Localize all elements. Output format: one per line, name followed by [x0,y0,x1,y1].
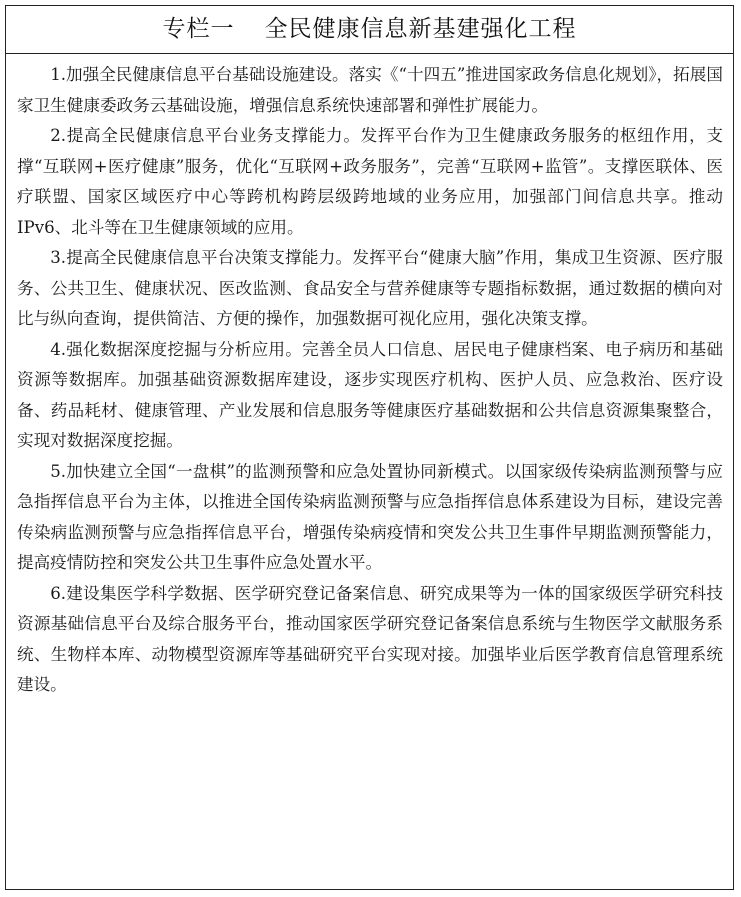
paragraph-1: 1.加强全民健康信息平台基础设施建设。落实《“十四五”推进国家政务信息化规划》，拓展国家卫生健康委政务云基础设施，增强信息系统快速部署和弹性扩展能力。 [17,65,723,115]
paragraph-4: 4.强化数据深度挖掘与分析应用。完善全员人口信息、居民电子健康档案、电子病历和基础资源等数据库。加强基础资源数据库建设，逐步实现医疗机构、医护人员、应急救治、医疗设备、药品耗材、健康管理、产业发展和信息服务等健康医疗基础数据和公共信息资源集聚整合，实现对数据深度挖掘。 [17,339,723,450]
column-box [5,5,734,890]
paragraph-2: 2.提高全民健康信息平台业务支撑能力。发挥平台作为卫生健康政务服务的枢纽作用，支撑“互联网+医疗健康”服务，优化“互联网+政务服务”，完善“互联网+监管”。支撑医联体、医疗联盟、国家区域医疗中心等跨机构跨层级跨地域的业务应用，加强部门间信息共享。推动IPv6、北斗等在卫生健康领域的应用。 [17,126,723,237]
column-body [6,54,733,701]
column-title-label: 专栏一 [162,16,235,42]
paragraph-5: 5.加快建立全国“一盘棋”的监测预警和应急处置协同新模式。以国家级传染病监测预警与应急指挥信息平台为主体，以推进全国传染病监测预警与应急指挥信息体系建设为目标，建设完善传染病监测预警与应急指挥信息平台，增强传染病疫情和突发公共卫生事件早期监测预警能力，提高疫情防控和突发公共卫生事件应急处置水平。 [17,461,723,572]
column-title-text: 全民健康信息新基建强化工程 [264,16,577,42]
paragraph-6: 6.建设集医学科学数据、医学研究登记备案信息、研究成果等为一体的国家级医学研究科技资源基础信息平台及综合服务平台，推动国家医学研究登记备案信息系统与生物医学文献服务系统、生物样本库、动物模型资源库等基础研究平台实现对接。加强毕业后医学教育信息管理系统建设。 [17,583,723,694]
paragraph-3: 3.提高全民健康信息平台决策支撑能力。发挥平台“健康大脑”作用，集成卫生资源、医疗服务、公共卫生、健康状况、医改监测、食品安全与营养健康等专题指标数据，通过数据的横向对比与纵向查询，提供简洁、方便的操作，加强数据可视化应用，强化决策支撑。 [17,248,723,328]
column-title [6,6,733,54]
